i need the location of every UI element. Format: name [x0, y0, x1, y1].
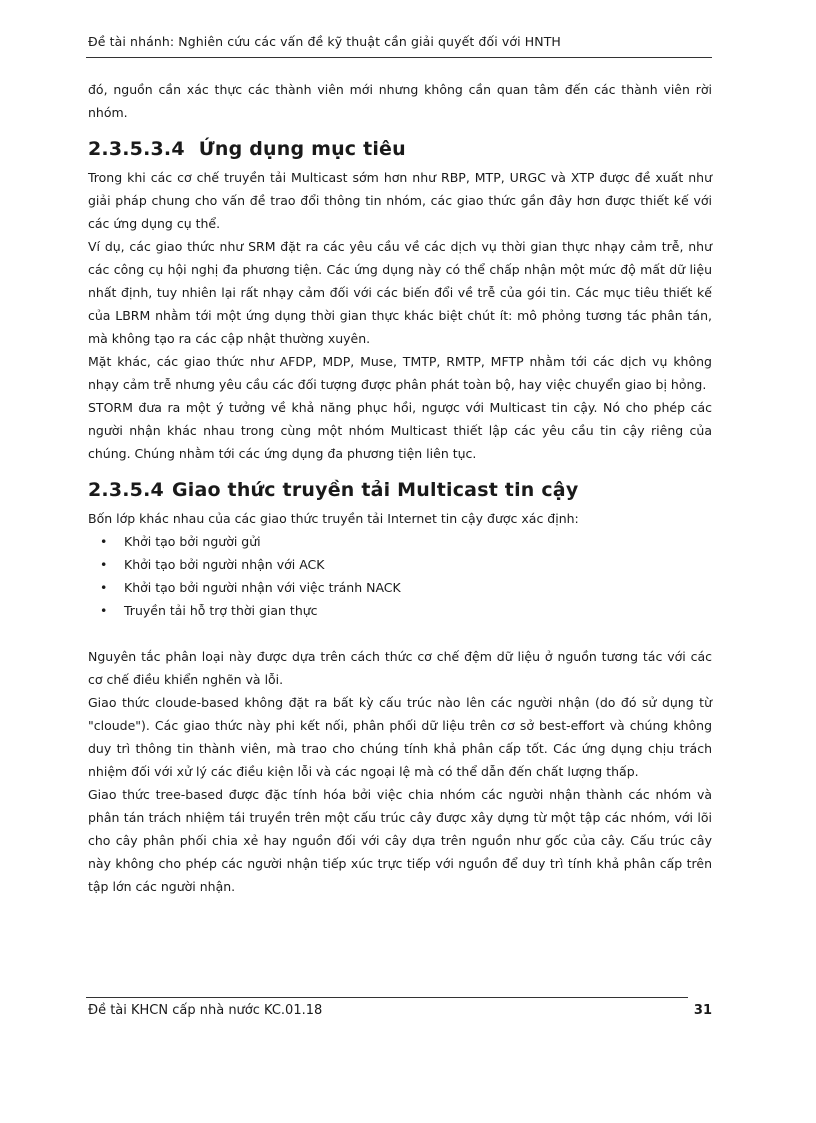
footer-divider	[86, 997, 688, 998]
section-heading	[88, 475, 712, 505]
blank-line	[88, 622, 712, 645]
list-item-text: Khởi tạo bởi người gửi	[124, 534, 261, 549]
paragraph: Giao thức tree-based được đặc tính hóa bởi việc chia nhóm các người nhận thành các nhóm và phân tán trách nhiệm tái truyền trên một cấu trúc cây được xây dựng từ một tập các nhóm, với lõi cho cây phân phối chia xẻ hay nguồn đối với cây dựa trên nguồn như gốc của cây. Cấu trúc cây này không cho phép các người nhận tiếp xúc trực tiếp với nguồn để duy trì tính khả phân cấp trên tập lớn các người nhận.	[88, 787, 712, 894]
list-item-text: Khởi tạo bởi người nhận với ACK	[124, 557, 325, 572]
section-title: Ứng dụng mục tiêu	[198, 138, 406, 160]
section-number: 2.3.5.4	[88, 479, 164, 501]
paragraph: Ví dụ, các giao thức như SRM đặt ra các yêu cầu về các dịch vụ thời gian thực nhạy cảm trễ, như các công cụ hội nghị đa phương tiện. Các ứng dụng này có thể chấp nhận một mức độ mất dữ liệu nhất định, tuy nhiên lại rất nhạy cảm đối với các biến đổi về trễ của gói tin. Các mục tiêu thiết kế của LBRM nhằm tới một ứng dụng thời gian thực khác biệt chút ít: mô phỏng tương tác phân tán, mà không tạo ra các cập nhật thường xuyên.	[88, 239, 712, 346]
paragraph: Trong khi các cơ chế truyền tải Multicast sớm hơn như RBP, MTP, URGC và XTP được đề xuất như giải pháp chung cho vấn đề trao đổi thông tin nhóm, các giao thức gần đây hơn được thiết kế với các ứng dụng cụ thể.	[88, 170, 712, 231]
paragraph: đó, nguồn cần xác thực các thành viên mới nhưng không cần quan tâm đến các thành viên rời nhóm.	[88, 82, 712, 120]
section-heading	[88, 134, 712, 164]
bullet-list	[88, 530, 712, 622]
section-title: Giao thức truyền tải Multicast tin cậy	[171, 479, 579, 501]
running-footer: Đề tài KHCN cấp nhà nước KC.01.18	[88, 1003, 323, 1018]
list-item-text: Khởi tạo bởi người nhận với việc tránh NACK	[124, 580, 401, 595]
list-item	[100, 530, 712, 553]
paragraph: Bốn lớp khác nhau của các giao thức truyền tải Internet tin cậy được xác định:	[88, 511, 579, 526]
bullet-icon: •	[100, 557, 108, 572]
paragraph: STORM đưa ra một ý tưởng về khả năng phục hồi, ngược với Multicast tin cậy. Nó cho phép các người nhận khác nhau trong cùng một nhóm Multicast thiết lập các yêu cầu tin cậy riêng của chúng. Chúng nhằm tới các ứng dụng đa phương tiện liên tục.	[88, 400, 712, 461]
page-number: 31	[693, 1003, 712, 1018]
list-item	[100, 576, 712, 599]
bullet-icon: •	[100, 534, 108, 549]
page-body	[88, 78, 712, 898]
paragraph: Mặt khác, các giao thức như AFDP, MDP, Muse, TMTP, RMTP, MFTP nhằm tới các dịch vụ không nhạy cảm trễ nhưng yêu cầu các đối tượng được phân phát toàn bộ, hay việc chuyển giao bị hỏng.	[88, 354, 712, 392]
list-item	[100, 553, 712, 576]
list-item	[100, 599, 712, 622]
paragraph: Nguyên tắc phân loại này được dựa trên cách thức cơ chế đệm dữ liệu ở nguồn tương tác với các cơ chế điều khiển nghẽn và lỗi.	[88, 649, 712, 687]
paragraph: Giao thức cloude-based không đặt ra bất kỳ cấu trúc nào lên các người nhận (do đó sử dụng từ "cloude"). Các giao thức này phi kết nối, phân phối dữ liệu trên cơ sở best-effort và chúng không duy trì thông tin thành viên, mà trao cho chúng tính khả phân cấp tốt. Các ứng dụng chịu trách nhiệm đối với xử lý các điều kiện lỗi và các ngoại lệ mà có thể dẫn đến chất lượng thấp.	[88, 695, 712, 779]
section-number: 2.3.5.3.4	[88, 138, 185, 160]
bullet-icon: •	[100, 603, 108, 618]
header-divider	[86, 57, 712, 58]
running-header: Đề tài nhánh: Nghiên cứu các vấn đề kỹ thuật cần giải quyết đối với HNTH	[88, 34, 561, 49]
bullet-icon: •	[100, 580, 108, 595]
list-item-text: Truyền tải hỗ trợ thời gian thực	[124, 603, 318, 618]
